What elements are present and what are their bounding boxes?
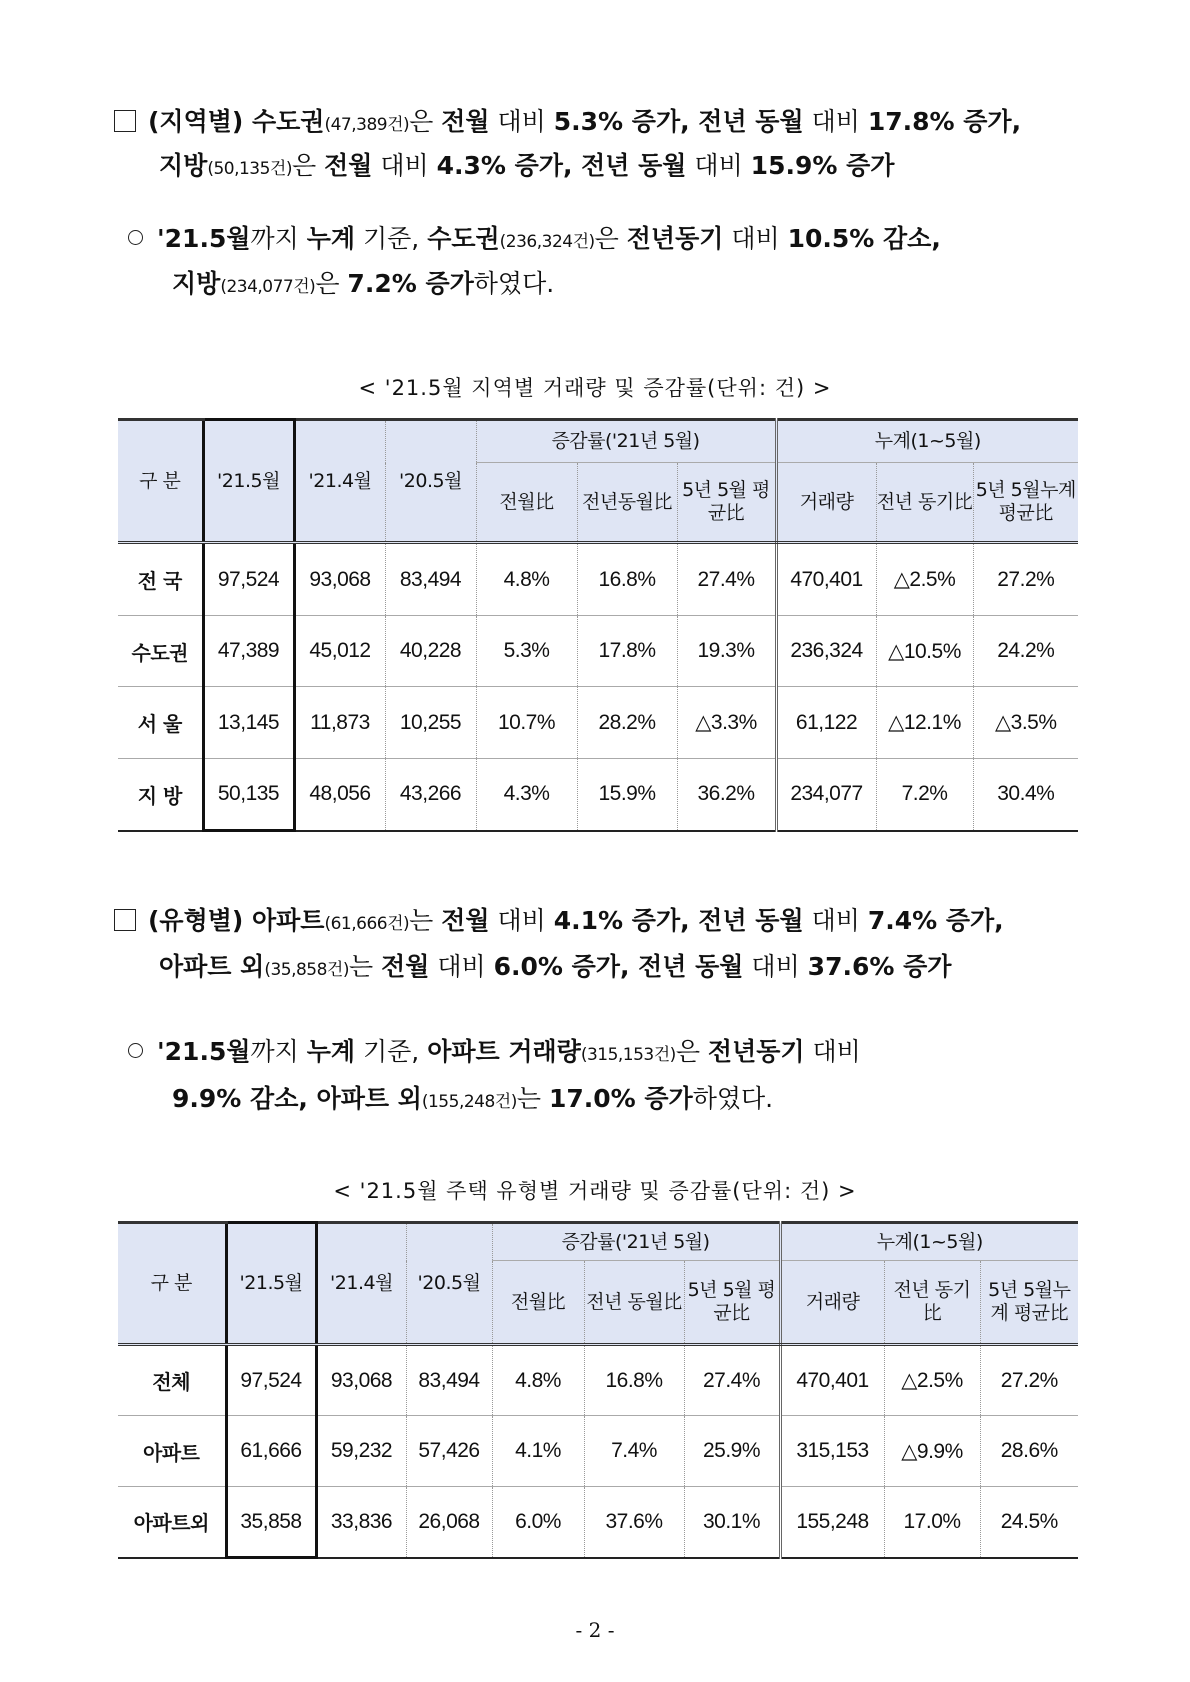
header-rate-mom: 전월比	[476, 463, 577, 543]
cell: 24.2%	[973, 616, 1078, 687]
cell: 36.2%	[677, 759, 776, 831]
bold-text: 6.0% 증가, 전년 동월	[493, 952, 744, 981]
bold-text: 전월	[441, 906, 490, 935]
row-label: 아파트	[118, 1416, 226, 1487]
section2-head: (유형별) 아파트	[148, 906, 325, 935]
cell: 50,135	[203, 759, 294, 831]
row-label: 수도권	[118, 616, 203, 687]
section2-line2	[114, 943, 1119, 994]
bold-text: 7.4% 증가,	[867, 906, 1004, 935]
table-row	[118, 1487, 1078, 1558]
cell: 16.8%	[584, 1345, 684, 1416]
text: 까지	[250, 224, 307, 253]
header-rate-yoy: 전년 동월比	[584, 1261, 684, 1345]
cell: 27.4%	[684, 1345, 780, 1416]
cell: 4.8%	[476, 543, 577, 616]
text: 대비	[686, 151, 751, 180]
cell: 4.8%	[492, 1345, 584, 1416]
text: 은	[409, 107, 442, 136]
cell: 13,145	[203, 687, 294, 759]
table-row	[118, 1345, 1078, 1416]
count-note: (234,077건)	[220, 277, 316, 297]
header-cum-yoy: 전년 동기比	[876, 463, 973, 543]
row-label: 서 울	[118, 687, 203, 759]
text: 는	[409, 906, 442, 935]
cell: 4.1%	[492, 1416, 584, 1487]
text: 은	[675, 1037, 708, 1066]
text: 은	[291, 151, 325, 180]
table-row	[118, 616, 1078, 687]
count-note: (47,389건)	[324, 115, 410, 135]
header-group-cumulative: 누계(1~5월)	[780, 1223, 1078, 1261]
text: 은	[594, 224, 627, 253]
header-2021-apr: '21.4월	[294, 420, 385, 543]
section1-bullet-line2	[172, 260, 1132, 311]
header-cum-yoy: 전년 동기比	[884, 1261, 980, 1345]
text: 는	[516, 1084, 549, 1113]
text: 대비	[489, 906, 554, 935]
header-rate-5yr: 5년 5월 평균比	[677, 463, 776, 543]
table-row	[118, 543, 1078, 616]
section2-bullet-line2	[172, 1075, 1132, 1126]
cell: 47,389	[203, 616, 294, 687]
header-gubun: 구 분	[118, 420, 203, 543]
text: 는	[348, 952, 382, 981]
cell: 97,524	[226, 1345, 316, 1416]
cell: △2.5%	[876, 543, 973, 616]
cell: 27.2%	[973, 543, 1078, 616]
bullet-circle-icon	[128, 230, 143, 245]
cell: 236,324	[776, 616, 876, 687]
bold-text: 17.8% 증가,	[867, 107, 1022, 136]
cell: △12.1%	[876, 687, 973, 759]
cell: 59,232	[316, 1416, 406, 1487]
cell: 6.0%	[492, 1487, 584, 1558]
cell: △3.3%	[677, 687, 776, 759]
cell: 83,494	[406, 1345, 492, 1416]
cell: 470,401	[776, 543, 876, 616]
checkbox-square-icon	[114, 909, 136, 931]
bold-text: 7.2% 증가	[347, 269, 474, 298]
cell: 30.1%	[684, 1487, 780, 1558]
header-2021-apr: '21.4월	[316, 1223, 406, 1345]
header-2020-may: '20.5월	[385, 420, 476, 543]
count-note: (315,153건)	[580, 1045, 676, 1065]
text: 까지	[250, 1037, 307, 1066]
cell: △10.5%	[876, 616, 973, 687]
cell: 234,077	[776, 759, 876, 831]
text: 대비	[743, 952, 808, 981]
bold-text: 누계	[306, 1037, 356, 1066]
bold-text: 5.3% 증가, 전년 동월	[553, 107, 804, 136]
header-rate-5yr: 5년 5월 평균比	[684, 1261, 780, 1345]
bold-text: 전월	[441, 107, 490, 136]
bold-text: 4.3% 증가, 전년 동월	[436, 151, 687, 180]
row-label: 전체	[118, 1345, 226, 1416]
cell: 10,255	[385, 687, 476, 759]
text: 대비	[489, 107, 554, 136]
cell: 26,068	[406, 1487, 492, 1558]
count-note: (50,135건)	[207, 159, 292, 179]
table-row	[118, 687, 1078, 759]
cell: 7.2%	[876, 759, 973, 831]
bold-text: 전년동기	[707, 1037, 805, 1066]
text: 대비	[429, 952, 494, 981]
bold-text: 전년동기	[626, 224, 724, 253]
bold-text: 15.9% 증가	[750, 151, 895, 180]
cell: 15.9%	[577, 759, 677, 831]
cell: 83,494	[385, 543, 476, 616]
bold-text: 누계	[306, 224, 356, 253]
cell: 27.2%	[980, 1345, 1078, 1416]
bold-text: 17.0% 증가	[548, 1084, 693, 1113]
header-gubun: 구 분	[118, 1223, 226, 1345]
cell: 57,426	[406, 1416, 492, 1487]
cell: 93,068	[294, 543, 385, 616]
bold-text: 아파트 거래량	[427, 1037, 581, 1066]
cell: 28.2%	[577, 687, 677, 759]
cell: 45,012	[294, 616, 385, 687]
bold-text: 수도권	[427, 224, 500, 253]
cell: 25.9%	[684, 1416, 780, 1487]
table-row	[118, 759, 1078, 831]
text: 대비	[804, 1037, 861, 1066]
bold-text: 아파트 외	[159, 952, 265, 981]
bold-text: 전월	[381, 952, 430, 981]
bold-text: 4.1% 증가, 전년 동월	[553, 906, 804, 935]
cell: 7.4%	[584, 1416, 684, 1487]
housing-type-transactions-table	[118, 1221, 1078, 1559]
cell: 43,266	[385, 759, 476, 831]
cell: 155,248	[780, 1487, 884, 1558]
cell: 17.8%	[577, 616, 677, 687]
section1-line2	[114, 142, 1119, 193]
section1-bullet-line1	[128, 215, 1088, 266]
text: 하였다.	[473, 269, 555, 298]
table1-caption: < '21.5월 지역별 거래량 및 증감률(단위: 건) >	[358, 376, 832, 400]
bold-text: 10.5% 감소,	[787, 224, 941, 253]
text: 은	[315, 269, 348, 298]
table-row	[118, 1416, 1078, 1487]
cell: 37.6%	[584, 1487, 684, 1558]
header-2020-may: '20.5월	[406, 1223, 492, 1345]
count-note: (61,666건)	[324, 914, 410, 934]
header-cum-5yr: 5년 5월누계 평균比	[980, 1261, 1078, 1345]
bold-text: 전월	[324, 151, 373, 180]
cell: 24.5%	[980, 1487, 1078, 1558]
section1-head: (지역별) 수도권	[148, 107, 325, 136]
header-cum-volume: 거래량	[776, 463, 876, 543]
header-rate-yoy: 전년동월比	[577, 463, 677, 543]
row-label: 전 국	[118, 543, 203, 616]
cell: 93,068	[316, 1345, 406, 1416]
cell: 61,666	[226, 1416, 316, 1487]
header-cum-5yr: 5년 5월누계 평균比	[973, 463, 1078, 543]
cell: 315,153	[780, 1416, 884, 1487]
cell: △3.5%	[973, 687, 1078, 759]
header-cum-volume: 거래량	[780, 1261, 884, 1345]
count-note: (236,324건)	[499, 232, 595, 252]
cell: △9.9%	[884, 1416, 980, 1487]
header-2021-may: '21.5월	[226, 1223, 316, 1345]
text: 대비	[723, 224, 788, 253]
header-group-rate: 증감률('21년 5월)	[492, 1223, 780, 1261]
header-group-cumulative: 누계(1~5월)	[776, 420, 1078, 463]
bold-text: 37.6% 증가	[807, 952, 952, 981]
cell: 27.4%	[677, 543, 776, 616]
header-rate-mom: 전월比	[492, 1261, 584, 1345]
cell: 5.3%	[476, 616, 577, 687]
header-group-rate: 증감률('21년 5월)	[476, 420, 776, 463]
cell: 30.4%	[973, 759, 1078, 831]
cell: 11,873	[294, 687, 385, 759]
bold-text: 지방	[172, 269, 221, 298]
header-2021-may: '21.5월	[203, 420, 294, 543]
cell: 40,228	[385, 616, 476, 687]
text: 기준,	[355, 1037, 428, 1066]
cell: 28.6%	[980, 1416, 1078, 1487]
cell: 35,858	[226, 1487, 316, 1558]
text: 대비	[803, 107, 868, 136]
cell: 4.3%	[476, 759, 577, 831]
count-note: (155,248건)	[421, 1092, 517, 1112]
bold-text: '21.5월	[157, 224, 251, 253]
cell: 17.0%	[884, 1487, 980, 1558]
checkbox-square-icon	[114, 110, 136, 132]
cell: 61,122	[776, 687, 876, 759]
cell: 470,401	[780, 1345, 884, 1416]
text: 대비	[803, 906, 868, 935]
bold-text: '21.5월	[157, 1037, 251, 1066]
table2-caption: < '21.5월 주택 유형별 거래량 및 증감률(단위: 건) >	[333, 1179, 857, 1203]
regional-transactions-table	[118, 418, 1078, 832]
cell: 10.7%	[476, 687, 577, 759]
bold-text: 9.9% 감소, 아파트 외	[172, 1084, 422, 1113]
row-label: 아파트외	[118, 1487, 226, 1558]
text: 대비	[372, 151, 437, 180]
cell: 97,524	[203, 543, 294, 616]
bold-text: 지방	[159, 151, 208, 180]
cell: 33,836	[316, 1487, 406, 1558]
cell: △2.5%	[884, 1345, 980, 1416]
page-number: - 2 -	[575, 1618, 615, 1642]
count-note: (35,858건)	[264, 960, 349, 980]
cell: 16.8%	[577, 543, 677, 616]
text: 하였다.	[692, 1084, 774, 1113]
section2-bullet-line1	[128, 1028, 1088, 1079]
text: 기준,	[355, 224, 428, 253]
bullet-circle-icon	[128, 1043, 143, 1058]
cell: 19.3%	[677, 616, 776, 687]
section2-line1	[114, 897, 1074, 948]
row-label: 지 방	[118, 759, 203, 831]
cell: 48,056	[294, 759, 385, 831]
